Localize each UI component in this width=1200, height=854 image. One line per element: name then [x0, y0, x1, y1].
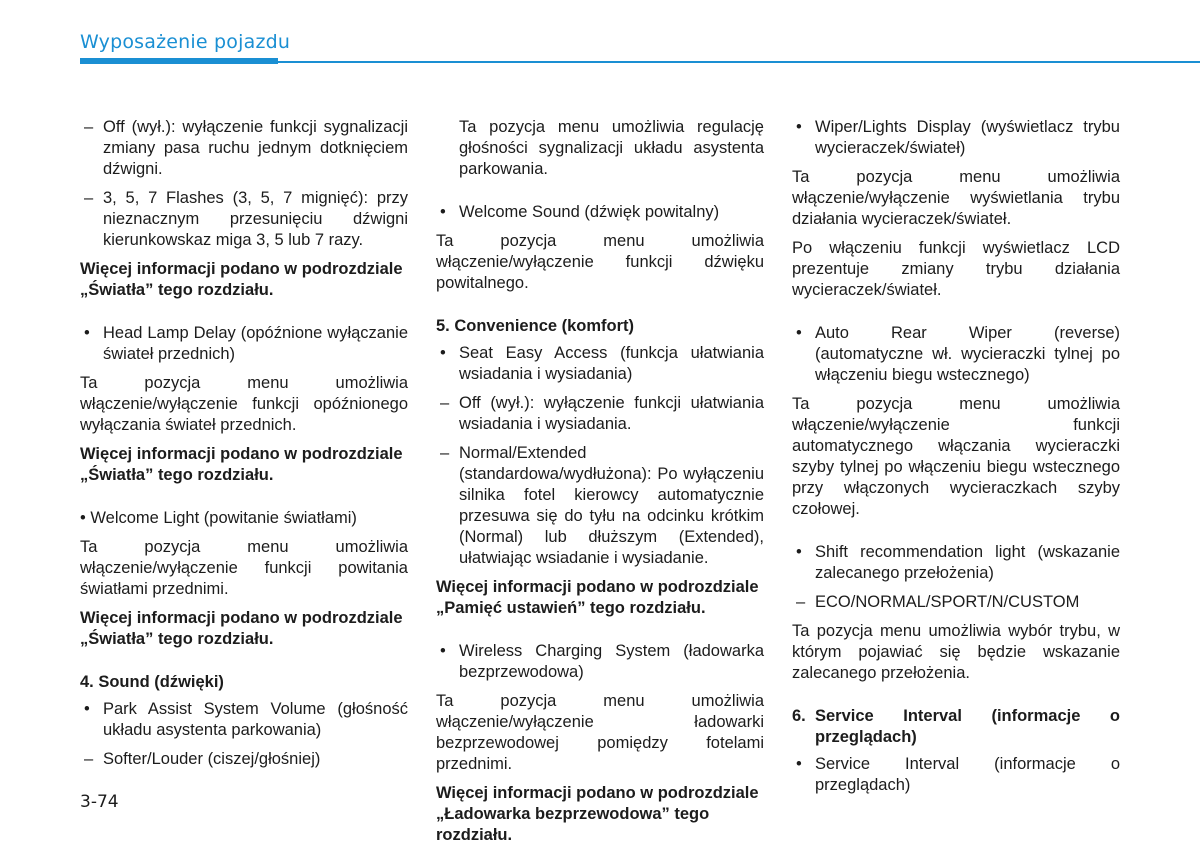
paragraph: Ta pozycja menu umożliwia włączenie/wyłączenie funkcji opóźnionego wyłączania świateł przednich.: [80, 374, 408, 434]
list-item: [792, 117, 1120, 159]
paragraph: Ta pozycja menu umożliwia włączenie/wyłączenie funkcji automatycznego włączania wycieraczki szyby tylnej po włączeniu biegu wstecznego przy włączonych wycieraczkach szyby czołowej.: [792, 395, 1120, 518]
item-text: Welcome Sound (dźwięk powitalny): [459, 203, 720, 221]
header-rule: [278, 61, 1200, 63]
list-item: [80, 749, 408, 770]
item-text: Seat Easy Access (funkcja ułatwiania wsiadania i wysiadania): [459, 344, 764, 383]
item-text: Park Assist System Volume (głośność układu asystenta parkowania): [103, 700, 408, 739]
list-item: [80, 323, 408, 365]
reference-note: Więcej informacji podano w podrozdziale „Światła” tego rozdziału.: [80, 609, 403, 648]
item-text: 3, 5, 7 Flashes (3, 5, 7 mignięć): przy nieznacznym przesunięciu dźwigni kierunkowskaz miga 3, 5 lub 7 razy.: [103, 189, 408, 249]
item-text: Softer/Louder (ciszej/głośniej): [103, 750, 321, 768]
item-text: Normal/Extended (standardowa/wydłużona): Po wyłączeniu silnika fotel kierowcy automatycznie przesuwa się do tyłu na odcinku krótkim (Normal) lub dłuższym (Extended), ułatwiając wsiadanie i wysiadanie.: [459, 444, 764, 567]
column-1: [80, 117, 408, 778]
bullet-marker: •: [796, 755, 802, 773]
reference-note: Więcej informacji podano w podrozdziale „Światła” tego rozdziału.: [80, 445, 403, 484]
section-heading: 5. Convenience (komfort): [436, 317, 635, 335]
list-item: [792, 592, 1120, 613]
section-title: Wyposażenie pojazdu: [80, 31, 291, 53]
item-text: Wireless Charging System (ładowarka bezprzewodowa): [459, 642, 764, 681]
list-item: [80, 188, 408, 251]
item-text: Auto Rear Wiper (reverse) (automatyczne wł. wycieraczki tylnej po włączeniu biegu wstecznego): [815, 324, 1120, 384]
item-text: Off (wył.): wyłączenie funkcji ułatwiania wsiadania i wysiadania.: [459, 394, 764, 433]
item-text: ECO/NORMAL/SPORT/N/CUSTOM: [815, 593, 1080, 611]
paragraph: Ta pozycja menu umożliwia włączenie/wyłączenie wyświetlania trybu działania wycieraczek/świateł.: [792, 168, 1120, 228]
list-item: [436, 343, 764, 385]
column-3: [792, 117, 1120, 804]
bullet-marker: •: [440, 344, 446, 362]
section-heading: 4. Sound (dźwięki): [80, 673, 224, 691]
dash-marker: –: [440, 444, 450, 462]
column-2: [436, 117, 764, 854]
bullet-marker: •: [796, 324, 802, 342]
dash-marker: –: [84, 750, 94, 768]
item-text: Off (wył.): wyłączenie funkcji sygnalizacji zmiany pasa ruchu jednym dotknięciem dźwigni.: [103, 118, 408, 178]
item-text: Head Lamp Delay (opóźnione wyłączanie świateł przednich): [103, 324, 408, 363]
header-accent-bar: [80, 58, 278, 64]
section-heading: [792, 706, 1120, 748]
list-item: [436, 393, 764, 435]
paragraph: Ta pozycja menu umożliwia wybór trybu, w którym pojawiać się będzie wskazanie zalecanego przełożenia.: [792, 622, 1120, 682]
paragraph: Ta pozycja menu umożliwia włączenie/wyłączenie funkcji powitania światłami przednimi.: [80, 538, 408, 598]
list-item: [792, 542, 1120, 584]
paragraph: Ta pozycja menu umożliwia włączenie/wyłączenie ładowarki bezprzewodowej pomiędzy fotelami przednimi.: [436, 692, 764, 773]
bullet-marker: •: [84, 324, 90, 342]
bullet-marker: •: [796, 118, 802, 136]
list-item: [436, 443, 764, 569]
heading-number: 6.: [792, 707, 806, 725]
item-text: Wiper/Lights Display (wyświetlacz trybu wycieraczek/świateł): [815, 118, 1120, 157]
reference-note: Więcej informacji podano w podrozdziale „Pamięć ustawień” tego rozdziału.: [436, 578, 759, 617]
dash-marker: –: [796, 593, 806, 611]
bullet-marker: •: [440, 642, 446, 660]
bullet-marker: •: [796, 543, 802, 561]
bullet-marker: •: [440, 203, 446, 221]
dash-marker: –: [440, 394, 450, 412]
dash-marker: –: [84, 189, 94, 207]
list-item: [80, 699, 408, 741]
bullet-marker: •: [84, 700, 90, 718]
reference-note: Więcej informacji podano w podrozdziale „Światła” tego rozdziału.: [80, 260, 403, 299]
list-item: [436, 641, 764, 683]
list-item: [792, 323, 1120, 386]
list-item: [792, 754, 1120, 796]
item-text: Shift recommendation light (wskazanie zalecanego przełożenia): [815, 543, 1120, 582]
reference-note: Więcej informacji podano w podrozdziale „Ładowarka bezprzewodowa” tego rozdziału.: [436, 784, 759, 844]
list-item: [436, 202, 764, 223]
paragraph: Ta pozycja menu umożliwia regulację głośności sygnalizacji układu asystenta parkowania.: [459, 118, 764, 178]
paragraph: Po włączeniu funkcji wyświetlacz LCD prezentuje zmiany trybu działania wycieraczek/świateł.: [792, 239, 1120, 299]
heading-text: Service Interval (informacje o przeglądach): [815, 707, 1120, 746]
item-text: Service Interval (informacje o przeglądach): [815, 755, 1120, 794]
page-number: 3-74: [80, 792, 119, 812]
paragraph: • Welcome Light (powitanie światłami): [80, 509, 357, 527]
list-item: [80, 117, 408, 180]
paragraph: Ta pozycja menu umożliwia włączenie/wyłączenie funkcji dźwięku powitalnego.: [436, 232, 764, 292]
dash-marker: –: [84, 118, 94, 136]
